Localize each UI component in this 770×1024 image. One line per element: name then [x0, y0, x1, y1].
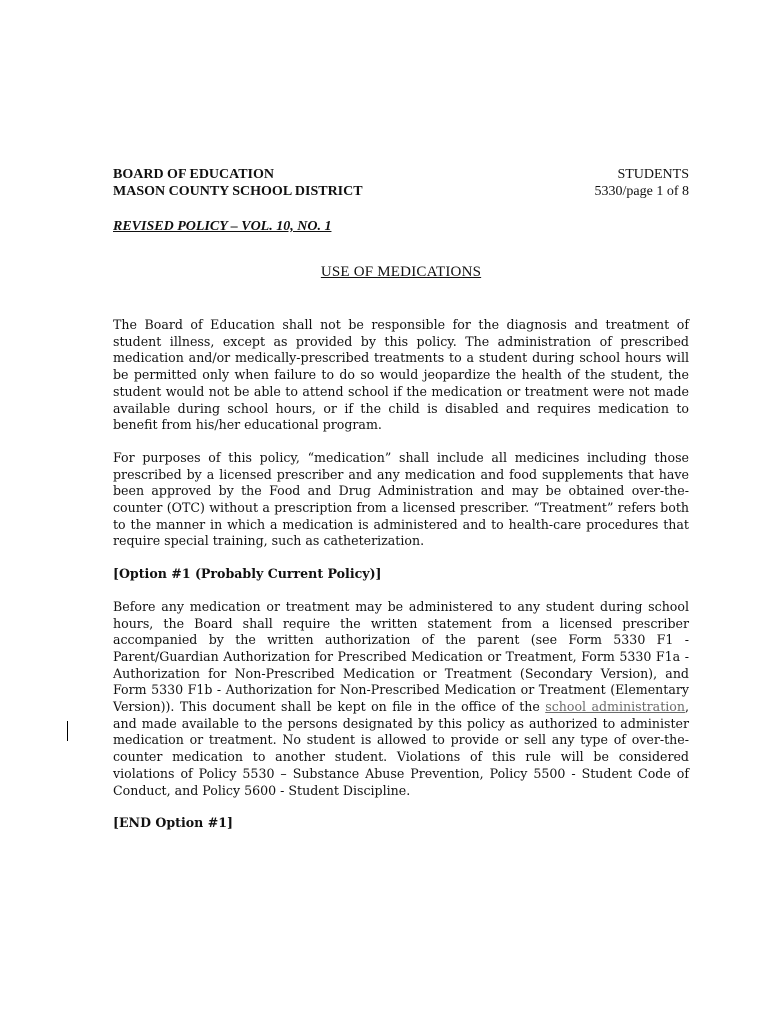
section-label: STUDENTS — [617, 167, 689, 182]
school-administration-link[interactable]: school administration — [545, 699, 685, 715]
option-start-marker: [Option #1 (Probably Current Policy)] — [113, 566, 382, 582]
district-name: MASON COUNTY SCHOOL DISTRICT — [113, 184, 363, 199]
board-of-education-label: BOARD OF EDUCATION — [113, 167, 275, 182]
page-number: 5330/page 1 of 8 — [594, 184, 689, 199]
document-header — [113, 166, 689, 200]
header-right-block — [595, 166, 689, 200]
paragraph-authorization — [113, 599, 689, 799]
paragraph-authorization-text-2: , and made available to the persons designated by this policy as authorized to administer medication or treatment. No student is allowed to provide or sell any type of over-the-counter medication to another student. Violations of this rule will be considered violations of Policy 5530 – Substance Abuse Prevention, Policy 5500 - Student Code of Conduct, and Policy 5600 - Student Discipline. — [113, 699, 689, 798]
option-end-marker: [END Option #1] — [113, 815, 233, 831]
policy-title: USE OF MEDICATIONS — [320, 264, 482, 280]
paragraph-intro: The Board of Education shall not be responsible for the diagnosis and treatment of student illness, except as provided by this policy. The administration of prescribed medication and/or medically-prescribed treatments to a student during school hours will be permitted only when failure to do so would jeopardize the health of the student, the student would not be able to attend school if the medication or treatment were not made available during school hours, or if the child is disabled and requires medication to benefit from his/her educational program. — [113, 317, 689, 433]
header-left-block — [113, 166, 363, 200]
document-page — [113, 166, 689, 832]
revised-policy-label: REVISED POLICY – VOL. 10, NO. 1 — [113, 219, 332, 234]
text-cursor — [67, 721, 68, 741]
paragraph-definitions: For purposes of this policy, “medication” shall include all medicines including those prescribed by a licensed prescriber and any medication and food supplements that have been approved by the Food and Drug Administration and may be obtained over-the-counter (OTC) without a prescription from a licensed prescriber. “Treatment” refers both to the manner in which a medication is administered and to health-care procedures that require special training, such as catheterization. — [113, 449, 689, 549]
paragraph-authorization-text-1: Before any medication or treatment may be administered to any student during school hours, the Board shall require the written statement from a licensed prescriber accompanied by the written authorization of the parent (see Form 5330 F1 - Parent/Guardian Authorization for Prescribed Medication or Treatment, Form 5330 F1a - Authorization for Non-Prescribed Medication or Treatment (Secondary Version), and Form 5330 F1b - Authorization for Non-Prescribed Medication or Treatment (Elementary Version)). This document shall be kept on file in the office of the — [113, 598, 689, 715]
